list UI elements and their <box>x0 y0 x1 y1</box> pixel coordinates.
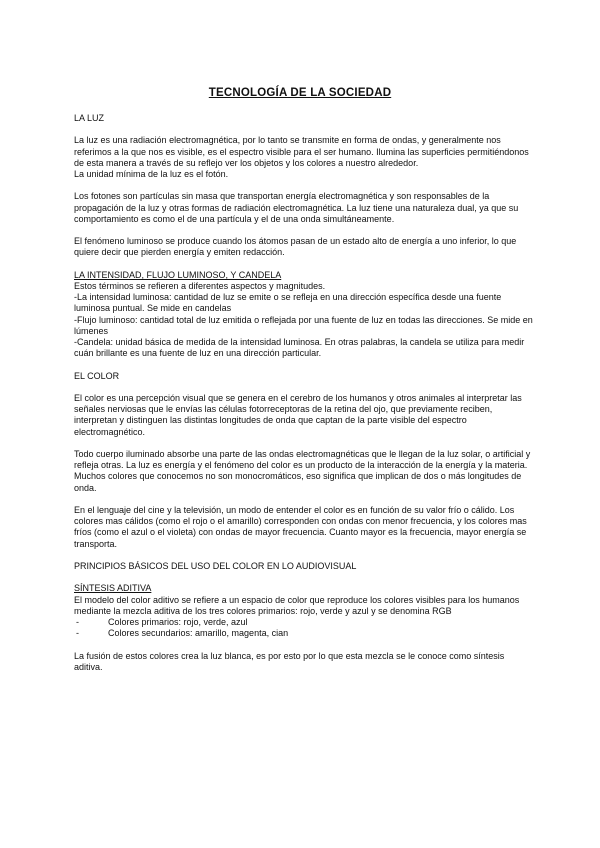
paragraph-color-2: Todo cuerpo iluminado absorbe una parte de las ondas electromagnéticas que le llegan de la luz solar, o artificial y refleja otras. La luz es energía y el fenómeno del color es un producto de la interacción de la energía y la materia. <box>74 448 531 471</box>
list-item-text: Colores secundarios: amarillo, magenta, cian <box>108 628 289 639</box>
section-heading-principios: PRINCIPIOS BÁSICOS DEL USO DEL COLOR EN LO AUDIOVISUAL <box>74 560 357 571</box>
paragraph-sintesis-2: La fusión de estos colores crea la luz blanca, es por esto por lo que esta mezcla se le conoce como síntesis aditiva. <box>74 650 505 672</box>
section-heading-color: EL COLOR <box>74 370 120 381</box>
bullet-dash: - <box>76 616 79 627</box>
paragraph-luz-1b: La unidad mínima de la luz es el fotón. <box>74 169 229 179</box>
section-heading-sintesis: SÍNTESIS ADITIVA <box>74 583 152 594</box>
paragraph-intensidad-intro: Estos términos se refieren a diferentes aspectos y magnitudes. <box>74 280 326 291</box>
definition-intensidad: -La intensidad luminosa: cantidad de luz se emite o se refleja en una dirección específica desde una fuente luminosa puntual. Se mide en candelas <box>74 292 502 314</box>
list-item <box>74 617 534 628</box>
paragraph-color-2b: Muchos colores que conocemos no son monocromáticos, eso significa que implican de dos o más longitudes de onda. <box>74 471 522 493</box>
paragraph-color-3: En el lenguaje del cine y la televisión, un modo de entender el color es en función de su valor frío o cálido. Los colores mas cálidos (como el rojo o el amarillo) corresponden con ondas con menor frecuencia, y los colores mas fríos (como el azul o el violeta) con ondas de mayor frecuencia. Cuanto mayor es la frecuencia, mayor energía se transporta. <box>74 504 527 549</box>
list-item <box>74 628 534 639</box>
list-item-text: Colores primarios: rojo, verde, azul <box>108 616 248 627</box>
section-heading-luz: LA LUZ <box>74 113 105 123</box>
definition-flujo: -Flujo luminoso: cantidad total de luz emitida o reflejada por una fuente de luz en todas las direcciones. Se mide en lúmenes <box>74 314 533 336</box>
paragraph-luz-2: Los fotones son partículas sin masa que transportan energía electromagnética y son responsables de la propagación de la luz y otras formas de radiación electromagnética. La luz tiene una naturaleza dual, ya que su comportamiento es como el de una partícula y el de una onda simultáneamente. <box>74 191 519 224</box>
section-heading-intensidad: LA INTENSIDAD, FLUJO LUMINOSO, Y CANDELA <box>74 269 282 280</box>
paragraph-color-1: El color es una percepción visual que se genera en el cerebro de los humanos y otros animales al interpretar las señales nerviosas que le envías las células fotorreceptoras de la retina del ojo, que previamente reciben, interpretan y distinguen las distintas longitudes de onda que captan de la parte visible del espectro electromagnético. <box>74 392 522 437</box>
document-title: TECNOLOGÍA DE LA SOCIEDAD <box>208 87 392 99</box>
paragraph-luz-3: El fenómeno luminoso se produce cuando los átomos pasan de un estado alto de energía a uno inferior, lo que quiere decir que pierden energía y emiten redacción. <box>74 236 517 258</box>
paragraph-sintesis-1: El modelo del color aditivo se refiere a un espacio de color que reproduce los colores visibles para los humanos mediante la mezcla aditiva de los tres colores primarios: rojo, verde y azul y se denomina RGB <box>74 594 520 616</box>
document-body <box>74 113 534 673</box>
bullet-dash: - <box>76 628 79 639</box>
definition-candela: -Candela: unidad básica de medida de la intensidad luminosa. En otras palabras, la candela se utiliza para medir cuán brillante es una fuente de luz en una dirección particular. <box>74 337 525 359</box>
paragraph-luz-1: La luz es una radiación electromagnética, por lo tanto se transmite en forma de ondas, y generalmente nos referimos a la que nos es visible, es el espectro visible para el ser humano. Ilumina las superficies permitiéndonos de esta manera a través de su reflejo ver los objetos y los colores a nuestro alrededor. <box>74 135 529 168</box>
